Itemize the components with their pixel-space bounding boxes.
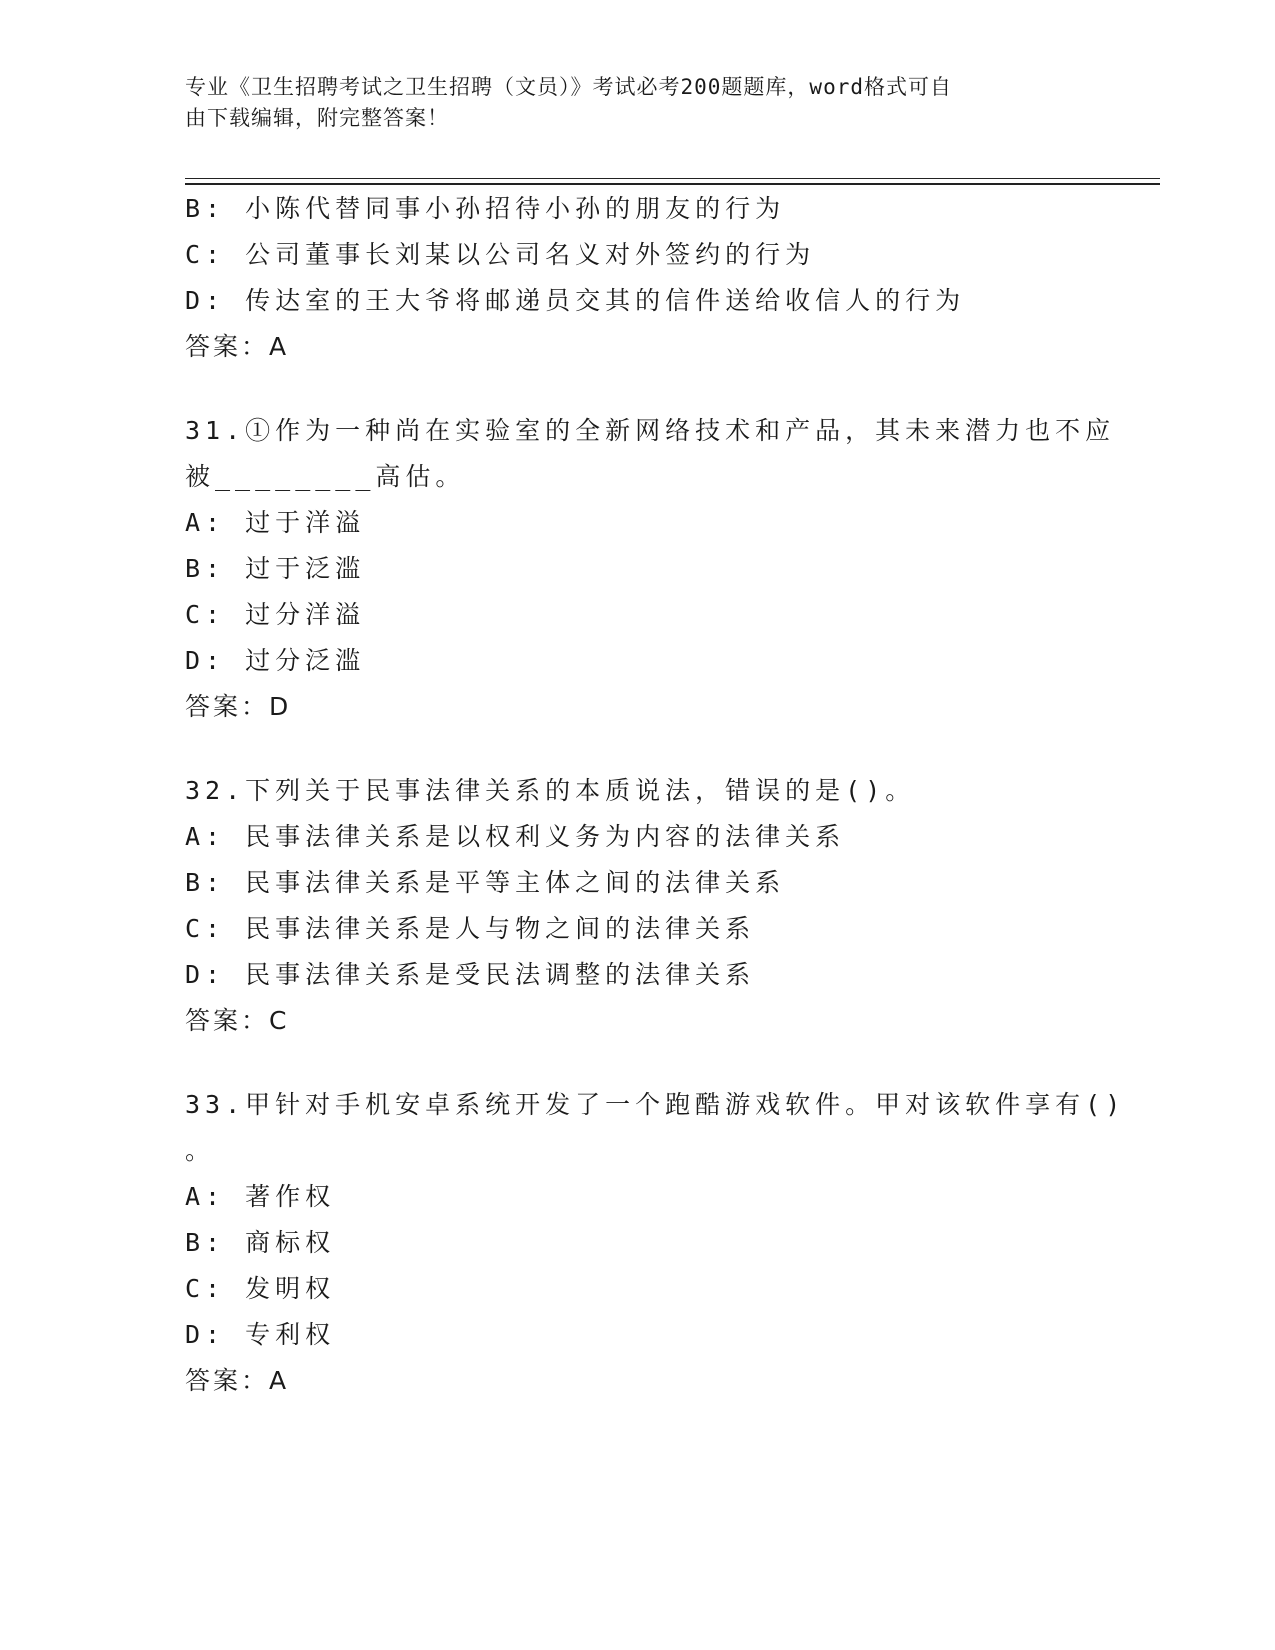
option-b: B: 商标权 (185, 1228, 336, 1257)
question-stem-continued: 。 (185, 1136, 216, 1165)
option-d: D: 传达室的王大爷将邮递员交其的信件送给收信人的行为 (185, 286, 966, 315)
header-divider-thin (185, 178, 1160, 179)
question-31 (185, 408, 1116, 730)
answer-line: 答案：A (185, 1366, 290, 1395)
question-gap (185, 730, 1085, 768)
option-c: C: 发明权 (185, 1274, 336, 1303)
question-33 (185, 1082, 1126, 1404)
option-c: C: 公司董事长刘某以公司名义对外签约的行为 (185, 240, 816, 269)
option-d: D: 专利权 (185, 1320, 336, 1349)
question-stem: 31.①作为一种尚在实验室的全新网络技术和产品，其未来潜力也不应 (185, 416, 1116, 445)
document-header (185, 72, 1065, 134)
option-c: C: 过分洋溢 (185, 600, 366, 629)
question-gap (185, 370, 1085, 408)
question-gap (185, 1044, 1085, 1082)
question-stem: 33.甲针对手机安卓系统开发了一个跑酷游戏软件。甲对该软件享有() (185, 1090, 1126, 1119)
header-title-line-1: 专业《卫生招聘考试之卫生招聘（文员）》考试必考200题题库，word格式可自 (185, 75, 952, 99)
header-divider-thick (185, 183, 1160, 185)
option-a: A: 过于洋溢 (185, 508, 366, 537)
option-d: D: 过分泛滥 (185, 646, 366, 675)
answer-line: 答案：A (185, 332, 290, 361)
question-30-continued (185, 186, 1085, 370)
answer-line: 答案：D (185, 692, 292, 721)
option-c: C: 民事法律关系是人与物之间的法律关系 (185, 914, 756, 943)
option-b: B: 小陈代替同事小孙招待小孙的朋友的行为 (185, 194, 786, 223)
option-a: A: 民事法律关系是以权利义务为内容的法律关系 (185, 822, 846, 851)
answer-line: 答案：C (185, 1006, 290, 1035)
question-stem: 32.下列关于民事法律关系的本质说法，错误的是()。 (185, 776, 916, 805)
option-a: A: 著作权 (185, 1182, 336, 1211)
question-stem-continued: 被________高估。 (185, 462, 466, 491)
option-b: B: 民事法律关系是平等主体之间的法律关系 (185, 868, 786, 897)
option-b: B: 过于泛滥 (185, 554, 366, 583)
option-d: D: 民事法律关系是受民法调整的法律关系 (185, 960, 756, 989)
header-title-line-2: 由下载编辑，附完整答案！ (185, 106, 449, 130)
question-32 (185, 768, 1085, 1044)
document-body (185, 186, 1126, 1404)
